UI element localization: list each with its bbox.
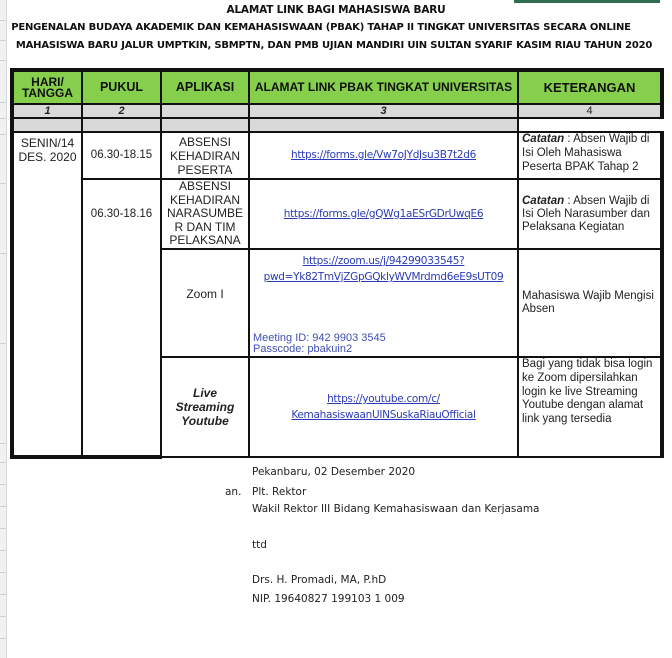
forms-link-narasumber[interactable]: https://forms.gle/gQWg1aESrGDrUwqE6 <box>283 207 484 220</box>
forms-link-peserta[interactable]: https://forms.gle/Vw7oJYdJsu3B7t2d6 <box>291 149 476 161</box>
spacer-cell <box>518 118 662 132</box>
note-text: : Absen Wajib di Isi Oleh Mahasiswa Peserta BPAK Tahap 2 <box>522 132 650 173</box>
app-value: ABSENSI KEHADIRAN NARASUMBE R DAN TIM PELAKSANA <box>166 180 243 247</box>
spacer-cell <box>249 118 518 132</box>
link-cell <box>249 357 518 457</box>
header-aplikasi: APLIKASI <box>161 70 249 104</box>
spreadsheet-row-gutter <box>0 0 7 658</box>
column-number-row <box>12 104 662 118</box>
doc-title-line-2: PENGENALAN BUDAYA AKADEMIK DAN KEMAHASISWAAN (PBAK) TAHAP II TINGKAT UNIVERSITAS SECARA ONLINE <box>11 22 631 33</box>
zoom-meeting-info <box>253 333 386 355</box>
place-date: Pekanbaru, 02 Desember 2020 <box>252 466 416 478</box>
spacer-row <box>12 118 662 132</box>
column-number-3: 3 <box>249 104 518 118</box>
doc-title-line-3: MAHASISWA BARU JALUR UMPTKIN, SBMPTN, DAN PMB UJIAN MANDIRI UIN SULTAN SYARIF KASIM RIAU TAHUN 2020 <box>15 40 653 51</box>
app-cell <box>161 179 249 249</box>
link-cell <box>249 132 518 179</box>
meeting-id: Meeting ID: 942 9903 3545 <box>253 332 386 344</box>
link-cell <box>249 179 518 249</box>
doc-title-line-1: ALAMAT LINK BAGI MAHASISWA BARU <box>226 4 446 16</box>
spacer-cell <box>161 118 249 132</box>
signatory-name: Drs. H. Promadi, MA, P.hD <box>252 574 387 586</box>
note-label: Catatan <box>522 194 565 207</box>
header-hari-tanggal: HARI/ TANGGA <box>12 70 82 104</box>
schedule-table <box>10 68 664 459</box>
day-cell: SENIN/14 DES. 2020 <box>12 132 82 457</box>
spacer-cell <box>82 118 161 132</box>
link-cell <box>249 249 518 357</box>
column-number-empty <box>161 104 249 118</box>
column-number-2: 2 <box>82 104 161 118</box>
signed-mark: ttd <box>252 539 267 551</box>
table-row <box>12 132 662 179</box>
time-cell: 06.30-18.15 <box>82 132 161 179</box>
header-keterangan: KETERANGAN <box>518 70 662 104</box>
app-cell: ABSENSI KEHADIRAN PESERTA <box>161 132 249 179</box>
youtube-link-line-1[interactable]: https://youtube.com/c/ <box>327 393 440 405</box>
passcode: Passcode: pbakuin2 <box>253 343 353 355</box>
signatory-nip: NIP. 19640827 199103 1 009 <box>252 593 405 605</box>
column-number-4: 4 <box>518 104 662 118</box>
table-header-row <box>12 70 662 104</box>
youtube-link-line-2[interactable]: KemahasiswaanUINSuskaRiauOfficial <box>291 409 476 421</box>
signatory-role-2: Wakil Rektor III Bidang Kemahasiswaan dan Kerjasama <box>252 503 540 515</box>
zoom-link-line-1[interactable]: https://zoom.us/j/94299033545? <box>302 255 465 267</box>
note-label: Catatan <box>522 132 565 145</box>
cell-selection-border <box>514 0 660 3</box>
time-cell <box>82 179 161 457</box>
note-cell: Mahasiswa Wajib Mengisi Absen <box>518 249 662 357</box>
column-number-1: 1 <box>12 104 82 118</box>
header-alamat-link: ALAMAT LINK PBAK TINGKAT UNIVERSITAS <box>249 70 518 104</box>
header-pukul: PUKUL <box>82 70 161 104</box>
spacer-cell <box>12 118 82 132</box>
time-value: 06.30-18.16 <box>90 208 153 220</box>
on-behalf-prefix: an. <box>225 486 242 498</box>
note-cell <box>518 179 662 249</box>
zoom-link-line-2[interactable]: pwd=Yk82TmVjZGpGQklyWVMrdmd6eE9sUT09 <box>263 271 504 283</box>
note-cell <box>518 357 662 457</box>
note-cell <box>518 132 662 179</box>
signatory-role-1: Plt. Rektor <box>252 486 307 498</box>
app-cell: Zoom I <box>161 249 249 357</box>
app-cell: Live Streaming Youtube <box>161 357 249 457</box>
table-row <box>12 179 662 249</box>
note-text: : Absen Wajib di Isi Oleh Narasumber dan Pelaksana Kegiatan <box>522 194 650 233</box>
note-text: Bagi yang tidak bisa login ke Zoom dipersilahkan login ke live Streaming Youtube dengan alamat link yang tersedia <box>522 358 653 426</box>
